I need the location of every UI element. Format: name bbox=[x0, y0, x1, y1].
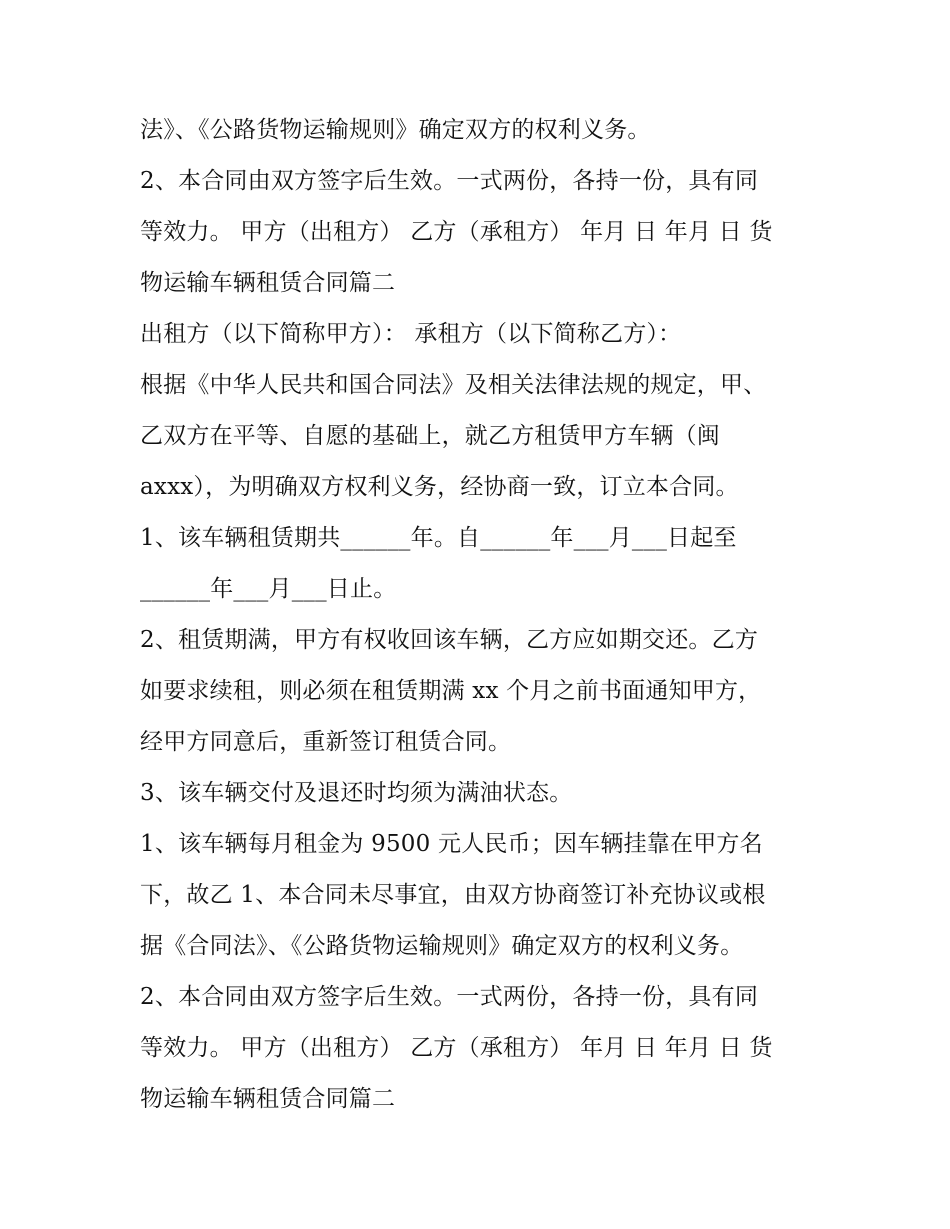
text-line: 3、该车辆交付及退还时均须为满油状态。 bbox=[140, 780, 573, 806]
document-body bbox=[140, 105, 820, 1125]
text-line: 等效力。 甲方（出租方） 乙方（承租方） 年月 日 年月 日 货 bbox=[140, 1035, 773, 1061]
text-line: 法》、《公路货物运输规则》确定双方的权利义务。 bbox=[140, 117, 651, 143]
text-line: 经甲方同意后，重新签订租赁合同。 bbox=[140, 729, 512, 755]
text-line: axxx），为明确双方权利义务，经协商一致，订立本合同。 bbox=[140, 474, 739, 500]
text-line: 据《合同法》、《公路货物运输规则》确定双方的权利义务。 bbox=[140, 933, 744, 959]
text-line: 乙双方在平等、自愿的基础上，就乙方租赁甲方车辆（闽 bbox=[140, 423, 720, 449]
text-line: 根据《中华人民共和国合同法》及相关法律法规的规定，甲、 bbox=[140, 372, 767, 398]
text-line: 2、租赁期满，甲方有权收回该车辆，乙方应如期交还。乙方 bbox=[140, 627, 759, 653]
text-line: 等效力。 甲方（出租方） 乙方（承租方） 年月 日 年月 日 货 bbox=[140, 219, 773, 245]
text-line: ______年___月___日止。 bbox=[140, 576, 397, 602]
text-line: 物运输车辆租赁合同篇二 bbox=[140, 270, 396, 296]
text-line: 2、本合同由双方签字后生效。一式两份，各持一份，具有同 bbox=[140, 168, 759, 194]
text-line: 物运输车辆租赁合同篇二 bbox=[140, 1086, 396, 1112]
text-line: 1、该车辆租赁期共______年。自______年___月___日起至 bbox=[140, 525, 737, 551]
text-line: 2、本合同由双方签字后生效。一式两份，各持一份，具有同 bbox=[140, 984, 759, 1010]
text-line: 如要求续租，则必须在租赁期满 xx 个月之前书面通知甲方， bbox=[140, 678, 762, 704]
text-line: 1、该车辆每月租金为 9500 元人民币；因车辆挂靠在甲方名 bbox=[140, 831, 763, 857]
text-line: 下，故乙 1、本合同未尽事宜，由双方协商签订补充协议或根 bbox=[140, 882, 766, 908]
text-line: 出租方（以下简称甲方）： 承租方（以下简称乙方）： bbox=[140, 321, 682, 347]
